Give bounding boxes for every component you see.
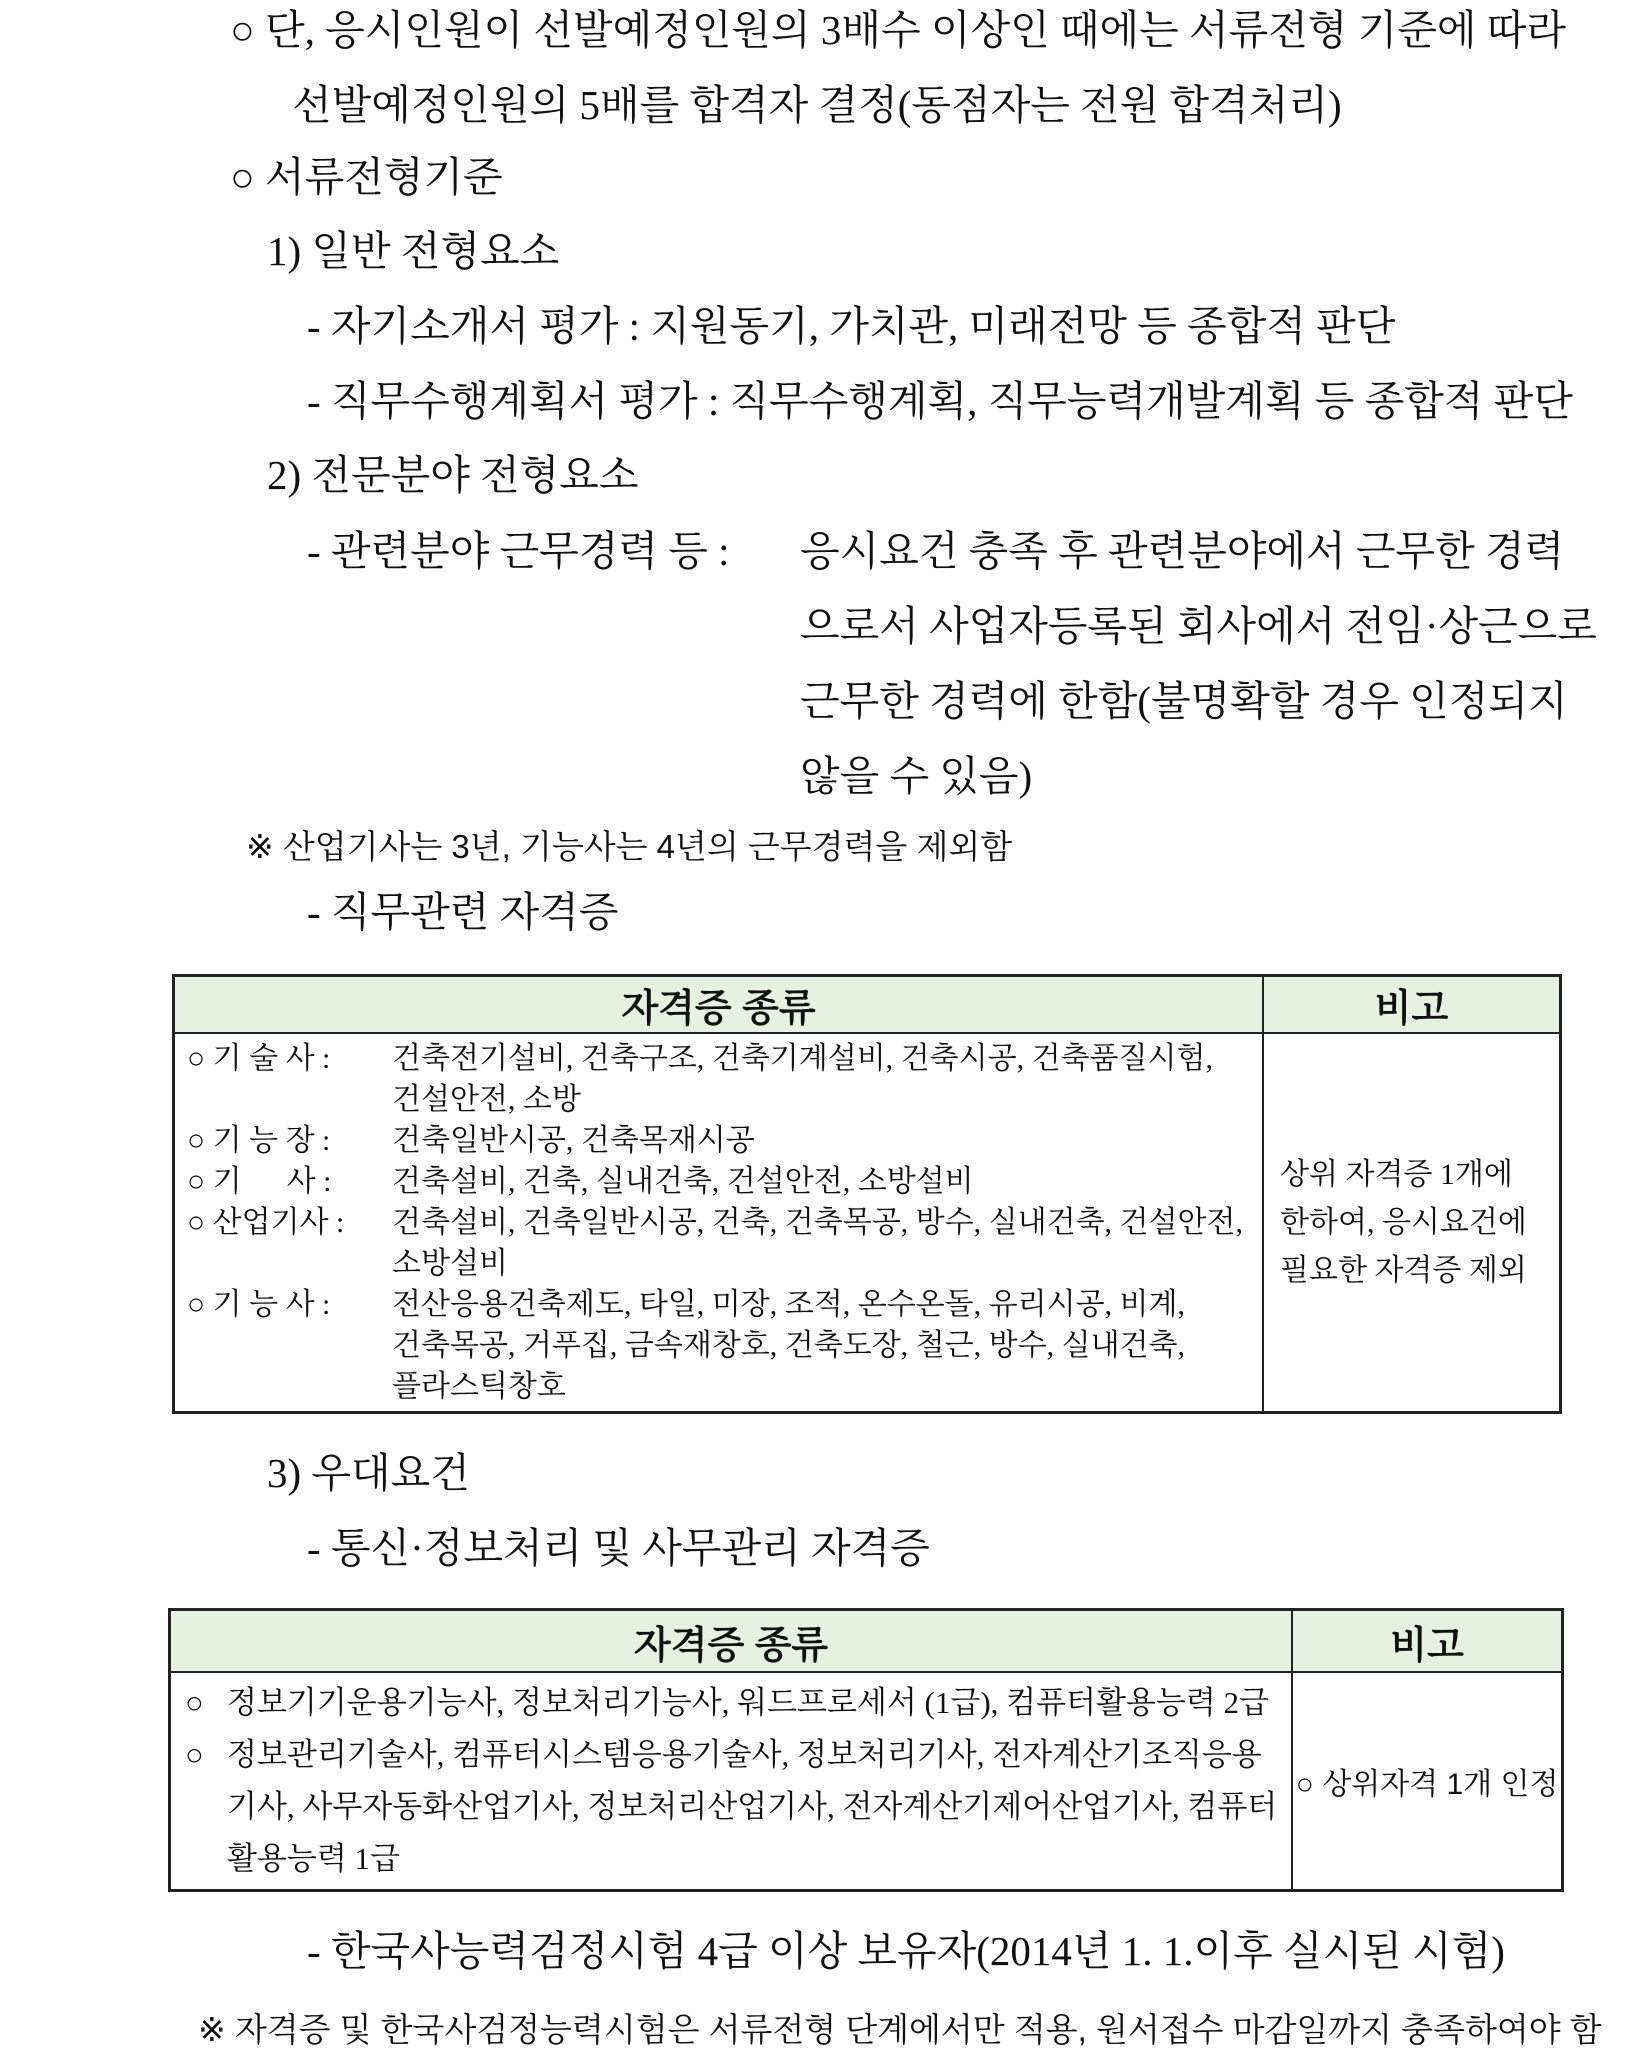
- career-line-4: 않을 수 있음): [800, 753, 1033, 799]
- table2-remark-cell: ○ 상위자격 1개 인정: [1292, 1672, 1562, 1891]
- table2-header-type: 자격증 종류: [170, 1610, 1293, 1673]
- career-line-2: 으로서 사업자등록된 회사에서 전임·상근으로: [800, 603, 1597, 649]
- it-cert-line: 기사, 사무자동화산업기사, 정보처리산업기사, 전자계산기제어산업기사, 컴퓨터: [227, 1789, 1278, 1824]
- cert-value: 건축전기설비, 건축구조, 건축기계설비, 건축시공, 건축품질시험,: [392, 1042, 1213, 1075]
- table1-row-industrial: [187, 1202, 1250, 1284]
- cert-value: 건설안전, 소방: [392, 1083, 581, 1116]
- intro-line-2: 선발예정인원의 5배를 합격자 결정(동점자는 전원 합격처리): [292, 82, 1342, 128]
- cert-label: ○ 산업기사 :: [187, 1206, 345, 1239]
- cert-value: 건축목공, 거푸집, 금속재창호, 건축도장, 철근, 방수, 실내건축,: [392, 1329, 1186, 1362]
- table2-item-1: ○ 정보기기운용기능사, 정보처리기능사, 워드프로세서 (1급), 컴퓨터활용능력 2급: [185, 1677, 1277, 1729]
- table1-row-engineer-pe: [187, 1038, 1250, 1120]
- career-line-3: 근무한 경력에 한함(불명확할 경우 인정되지: [800, 678, 1568, 724]
- cert-label: ○ 기 능 사 :: [187, 1288, 331, 1321]
- table1-row-master: [187, 1120, 1250, 1161]
- table1-header-type: 자격증 종류: [174, 976, 1264, 1034]
- general-heading: 1) 일반 전형요소: [267, 228, 560, 274]
- general-item-2: - 직무수행계획서 평가 : 직무수행계획, 직무능력개발계획 등 종합적 판단: [307, 378, 1573, 424]
- cert-value: 건축일반시공, 건축목재시공: [392, 1124, 755, 1157]
- job-license-table: [172, 974, 1562, 1414]
- specialty-note: ※ 산업기사는 3년, 기능사는 4년의 근무경력을 제외함: [246, 828, 1013, 865]
- preference-heading: 3) 우대요건: [267, 1450, 470, 1496]
- cert-value: 소방설비: [392, 1247, 508, 1280]
- section-title: ○ 서류전형기준: [230, 154, 503, 200]
- table1-row-craftsman: [187, 1284, 1250, 1407]
- license-label: - 직무관련 자격증: [307, 889, 619, 935]
- general-item-1: - 자기소개서 평가 : 지원동기, 가치관, 미래전망 등 종합적 판단: [307, 303, 1396, 349]
- table1-row-engineer: [187, 1161, 1250, 1202]
- career-line-1: 응시요건 충족 후 관련분야에서 근무한 경력: [800, 528, 1565, 574]
- table1-header-remark: 비고: [1263, 976, 1561, 1034]
- remark-line: 상위 자격증 1개에: [1280, 1157, 1513, 1191]
- specialty-heading: 2) 전문분야 전형요소: [267, 452, 639, 498]
- table2-cert-cell: [170, 1672, 1293, 1891]
- remark-line: 필요한 자격증 제외: [1280, 1253, 1527, 1287]
- cert-value: 플라스틱창호: [392, 1370, 566, 1403]
- preference-item: - 통신·정보처리 및 사무관리 자격증: [307, 1525, 930, 1571]
- final-note: ※ 자격증 및 한국사검정능력시험은 서류전형 단계에서만 적용, 원서접수 마감일까지 충족하여야 함: [198, 2011, 1602, 2048]
- cert-label: ○ 기 술 사 :: [187, 1042, 331, 1075]
- cert-value: 건축설비, 건축일반시공, 건축, 건축목공, 방수, 실내건축, 건설안전,: [392, 1206, 1243, 1239]
- it-cert-line: 정보기기운용기능사, 정보처리기능사, 워드프로세서 (1급), 컴퓨터활용능력 2급: [227, 1685, 1269, 1720]
- table2-header-remark: 비고: [1292, 1610, 1562, 1673]
- cert-label: ○ 기 사 :: [187, 1165, 332, 1198]
- it-license-table: [168, 1608, 1564, 1892]
- cert-label: ○ 기 능 장 :: [187, 1124, 331, 1157]
- it-cert-line: 활용능력 1급: [227, 1841, 400, 1876]
- cert-value: 건축설비, 건축, 실내건축, 건설안전, 소방설비: [392, 1165, 974, 1198]
- career-label: - 관련분야 근무경력 등 :: [307, 528, 730, 574]
- remark-line: 한하여, 응시요건에: [1280, 1205, 1527, 1239]
- table1-cert-cell: [174, 1033, 1264, 1413]
- table2-item-2: ○ 정보관리기술사, 컴퓨터시스템응용기술사, 정보처리기사, 전자계산기조직응용: [185, 1729, 1277, 1781]
- history-item: - 한국사능력검정시험 4급 이상 보유자(2014년 1. 1.이후 실시된 시험): [307, 1928, 1505, 1974]
- intro-line-1: ○ 단, 응시인원이 선발예정인원의 3배수 이상인 때에는 서류전형 기준에 따라: [230, 7, 1566, 53]
- table1-remark-cell: [1263, 1033, 1561, 1413]
- cert-value: 전산응용건축제도, 타일, 미장, 조적, 온수온돌, 유리시공, 비계,: [392, 1288, 1186, 1321]
- it-cert-line: 정보관리기술사, 컴퓨터시스템응용기술사, 정보처리기사, 전자계산기조직응용: [227, 1737, 1262, 1772]
